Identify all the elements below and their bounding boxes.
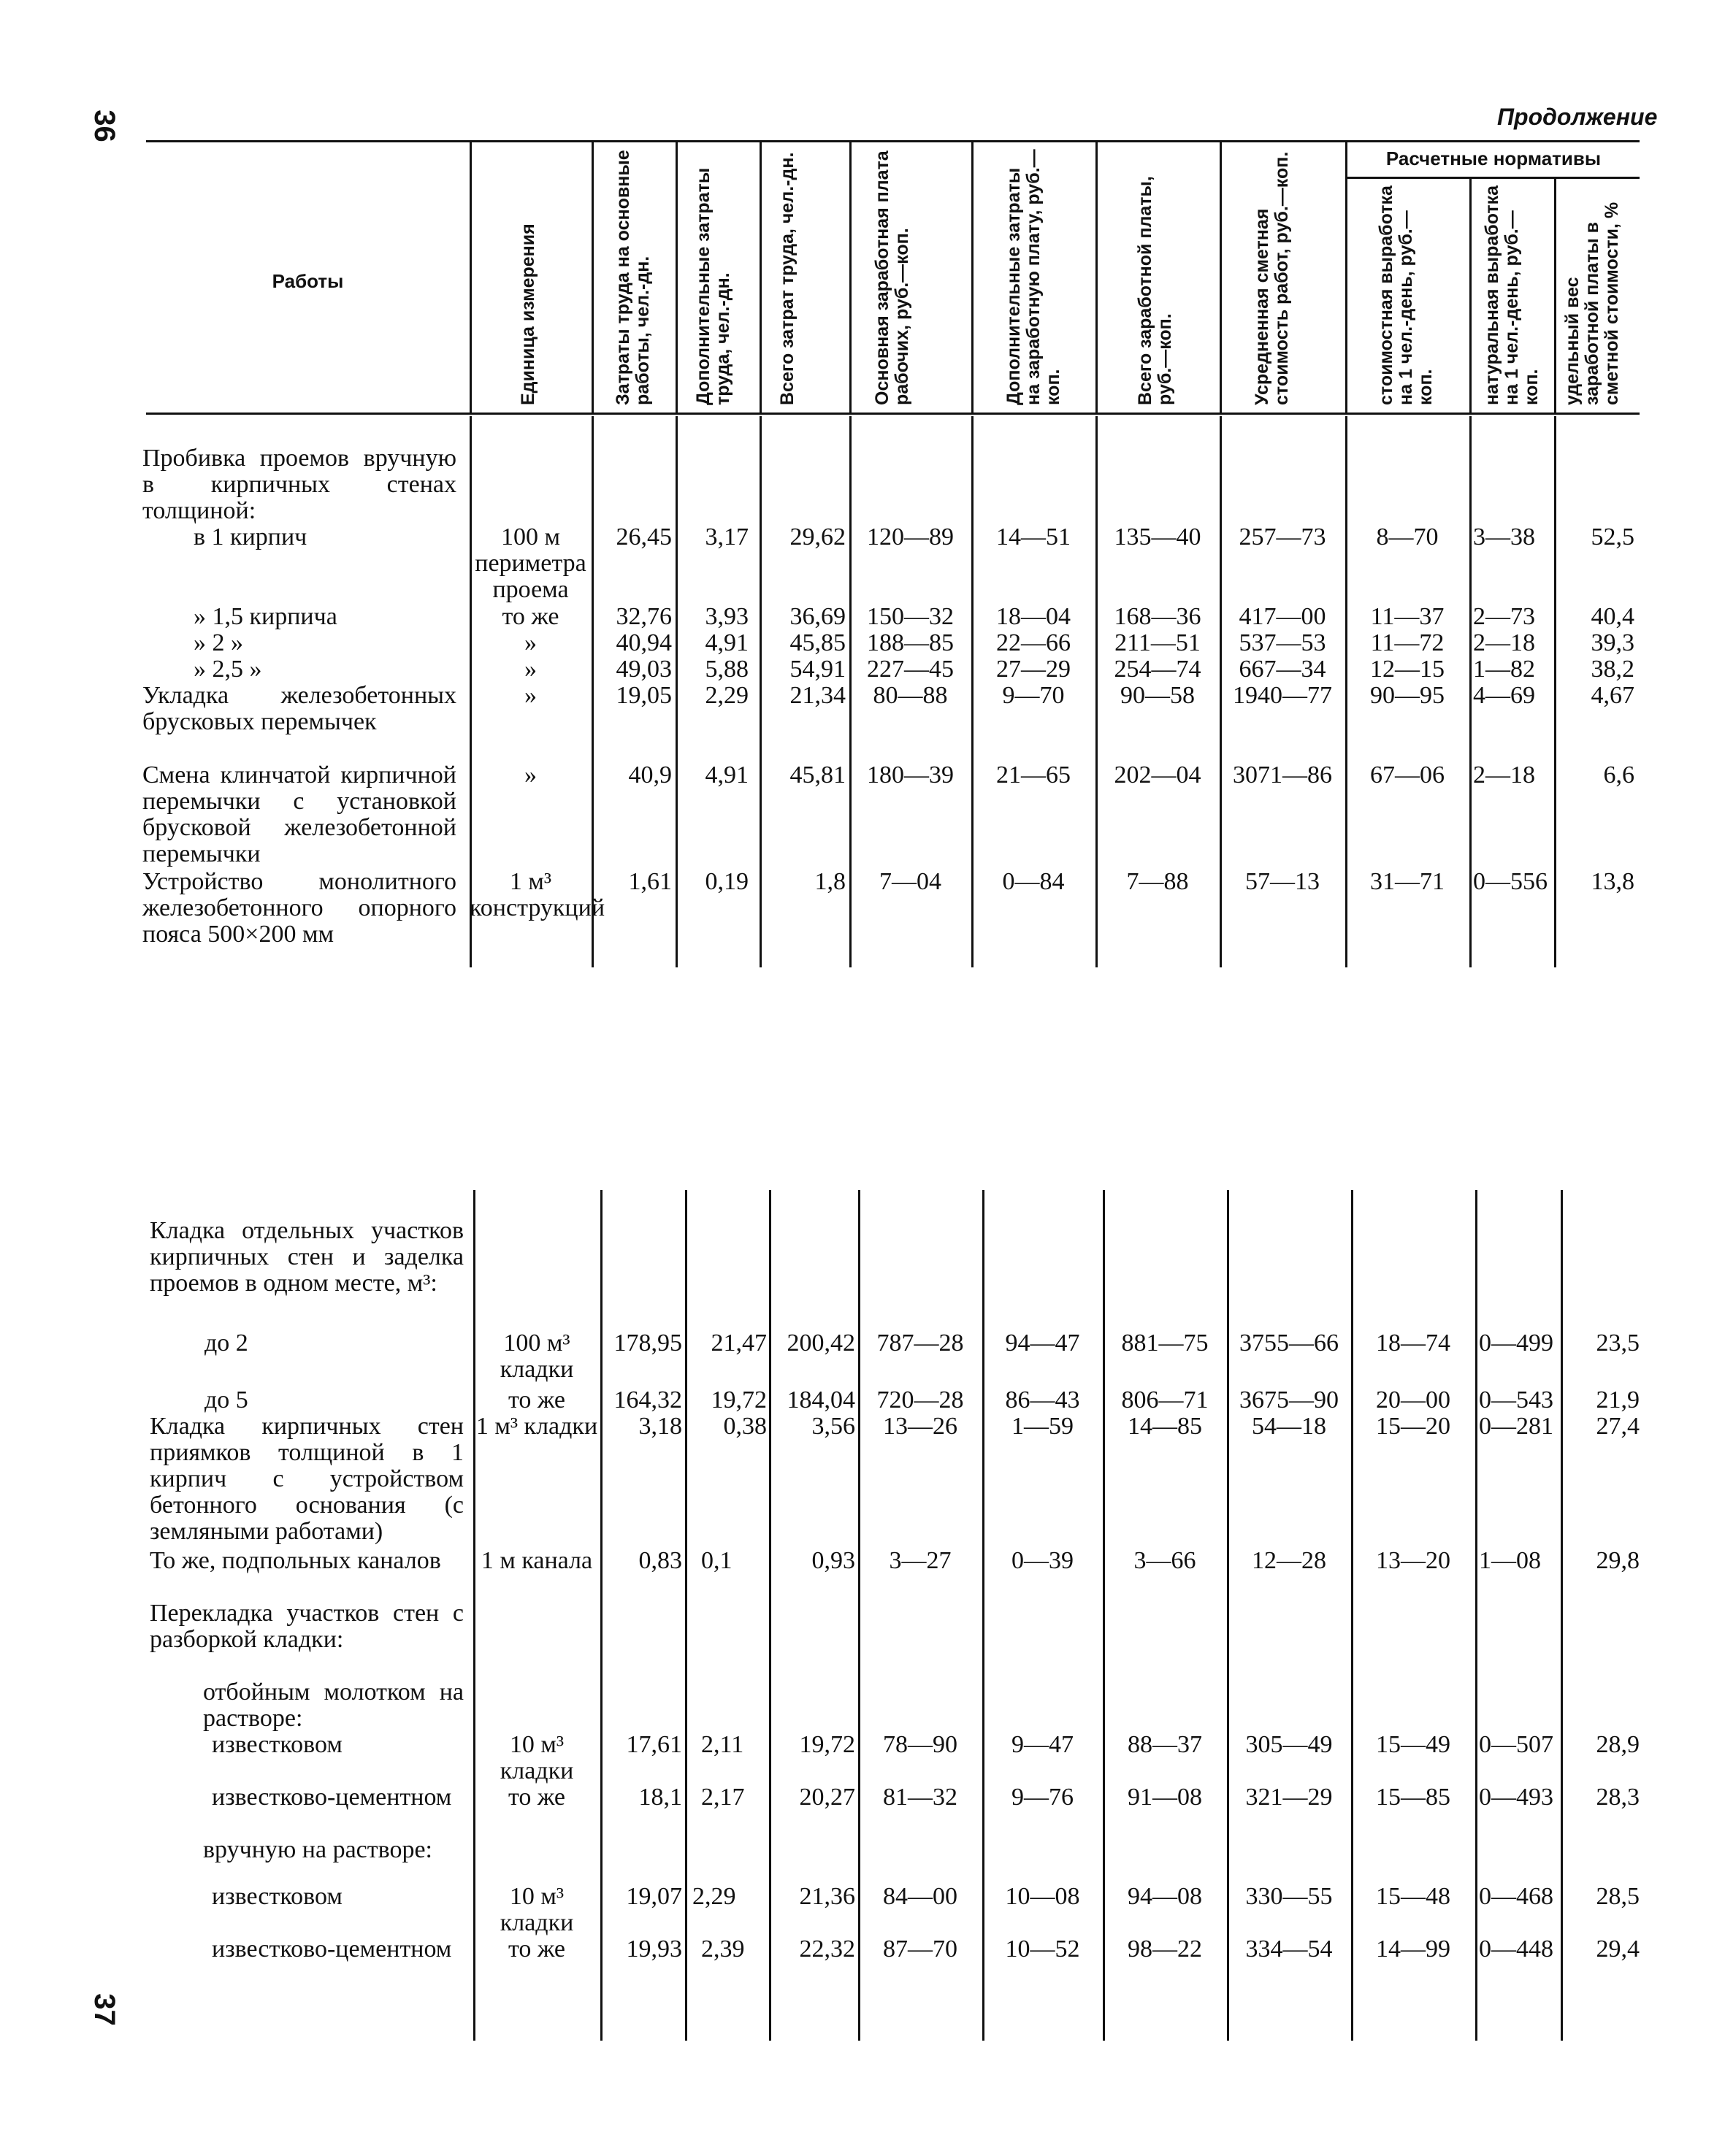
s2-row3-work: Кладка кирпичных стен приямков толщиной в 1 кирпич с устройством бетонного основания (с земляными работами) [150,1413,464,1545]
page-number-top: 36 [88,110,121,142]
s2-row2-v9: 21,9 [1596,1386,1640,1413]
s2-row6-work: отбойным молотком на растворе: [203,1679,464,1732]
s2-row7-v7: 15—49 [1376,1731,1450,1758]
s2-row11-v2: 22,32 [799,1936,855,1963]
s2-row11-v1: 2,39 [701,1936,745,1963]
s2-row11-v4: 10—52 [1005,1936,1080,1963]
header-top-rule [146,140,1640,142]
s1-row2-v3: 150—32 [867,603,954,630]
s1-row7-v4: 0—84 [1002,868,1065,895]
s1-row2-v6: 417—00 [1239,603,1326,630]
s1-row6-v6: 3071—86 [1233,761,1332,789]
s2-row4-v5: 3—66 [1133,1547,1196,1574]
s1-row1-v7: 8—70 [1376,523,1439,550]
s1-row3-v6: 537—53 [1239,629,1326,656]
s2-row10-v7: 15—48 [1376,1883,1450,1910]
s2-row8-v3: 81—32 [883,1784,957,1811]
s1-row1-v8: 3—38 [1473,523,1535,550]
s1-row4-v5: 254—74 [1114,656,1201,683]
s2-row7-unit: 10 м³ кладки [500,1731,574,1784]
header-norm-natural-output: натуральная выработка на 1 чел.-день, руб.—коп. [1482,185,1542,405]
s2-row2-unit: то же [508,1386,566,1413]
s1-row3-work: » 2 » [194,629,243,656]
s1-row7-v1: 0,19 [705,868,749,895]
s2-row10-v6: 330—55 [1245,1883,1333,1910]
header-unit: Единица измерения [518,223,538,405]
s1-row5-v9: 4,67 [1591,682,1634,709]
s2-row11-v0: 19,93 [626,1936,682,1963]
s2-row7-v2: 19,72 [799,1731,855,1758]
s1-row6-work: Смена клинчатой кирпичной перемычки с установкой брусковой железобетонной перемычки [142,761,456,867]
s2-row2-v6: 3675—90 [1239,1386,1339,1413]
s1-row1-work: в 1 кирпич [194,523,307,550]
s1-row1-v0: 26,45 [616,523,672,550]
s1-row7-v6: 57—13 [1245,868,1320,895]
s1-row2-v8: 2—73 [1473,603,1535,630]
s1-row2-v5: 168—36 [1114,603,1201,630]
s1-row1-v4: 14—51 [996,523,1071,550]
s2-row8-work: известково-цементном [212,1784,452,1811]
s2-row3-v9: 27,4 [1596,1413,1640,1440]
s1-row3-v2: 45,85 [789,629,846,656]
s2-row9-work: вручную на растворе: [203,1836,432,1863]
s2-row8-v4: 9—76 [1011,1784,1074,1811]
s2-row4-v9: 29,8 [1596,1547,1640,1574]
s1-row5-work: Укладка железобетонных брусковых перемычек [142,682,456,735]
s2-row3-v3: 13—26 [883,1413,957,1440]
s1-row4-v2: 54,91 [789,656,846,683]
s1-row3-v9: 39,3 [1591,629,1634,656]
s2-row5-work: Перекладка участков стен с разборкой кладки: [150,1600,464,1653]
s1-row7-v0: 1,61 [628,868,672,895]
s2-row2-v1: 19,72 [711,1386,767,1413]
s2-row10-unit: 10 м³ кладки [500,1883,574,1936]
s1-row2-v1: 3,93 [705,603,749,630]
s1-row5-v6: 1940—77 [1233,682,1332,709]
header-wage-extra: Дополнительные затраты на заработную плату, руб.—коп. [1003,149,1063,405]
s1-row6-v1: 4,91 [705,761,749,789]
s1-row5-v3: 80—88 [873,682,948,709]
s2-row1-v3: 787—28 [876,1330,964,1357]
s2-row4-v6: 12—28 [1252,1547,1326,1574]
s2-row7-v6: 305—49 [1245,1731,1333,1758]
s2-row11-v3: 87—70 [883,1936,957,1963]
s1-row4-v7: 12—15 [1370,656,1445,683]
s2-row3-v5: 14—85 [1128,1413,1202,1440]
s2-row8-v6: 321—29 [1245,1784,1333,1811]
s1-row4-v4: 27—29 [996,656,1071,683]
s1-row5-v1: 2,29 [705,682,749,709]
s2-row4-v1: 0,1 [701,1547,733,1574]
s1-row1-v1: 3,17 [705,523,749,550]
s2-row1-v7: 18—74 [1376,1330,1450,1357]
s1-row1-unit: 100 м периметра проема [475,523,586,603]
s1-row5-v0: 19,05 [616,682,672,709]
s2-row8-v1: 2,17 [701,1784,745,1811]
s1-row4-v0: 49,03 [616,656,672,683]
s2-row7-v8: 0—507 [1479,1731,1553,1758]
s2-row7-work: известковом [212,1731,343,1758]
s2-row2-v0: 164,32 [613,1386,682,1413]
s2-row2-v2: 184,04 [787,1386,855,1413]
continuation-label: Продолжение [1497,104,1658,130]
s1-row2-unit: то же [502,603,559,630]
s2-row2-v7: 20—00 [1376,1386,1450,1413]
s1-row3-v5: 211—51 [1114,629,1201,656]
s2-row0-work: Кладка отдельных участков кирпичных стен и заделка проемов в одном месте, м³: [150,1217,464,1297]
s1-row7-work: Устройство монолитного железобетонного опорного пояса 500×200 мм [142,868,456,948]
s1-row4-v6: 667—34 [1239,656,1326,683]
s2-row1-v9: 23,5 [1596,1330,1640,1357]
s2-row3-v2: 3,56 [811,1413,855,1440]
s2-row11-v5: 98—22 [1128,1936,1202,1963]
s2-row3-v1: 0,38 [723,1413,767,1440]
s1-row6-v5: 202—04 [1114,761,1201,789]
s1-row4-v1: 5,88 [705,656,749,683]
s2-row10-work: известковом [212,1883,343,1910]
s1-row6-v3: 180—39 [867,761,954,789]
s2-row4-v7: 13—20 [1376,1547,1450,1574]
s2-row4-v0: 0,83 [638,1547,682,1574]
s1-row6-v0: 40,9 [628,761,672,789]
s2-row8-v5: 91—08 [1128,1784,1202,1811]
s1-row4-work: » 2,5 » [194,656,262,683]
s2-row10-v5: 94—08 [1128,1883,1202,1910]
s1-row3-v0: 40,94 [616,629,672,656]
s2-row1-v2: 200,42 [787,1330,855,1357]
s2-row1-unit: 100 м³ кладки [500,1330,574,1383]
s2-row7-v1: 2,11 [701,1731,744,1758]
s1-row6-v4: 21—65 [996,761,1071,789]
header-norms-group: Расчетные нормативы [1385,147,1602,169]
s1-row5-v8: 4—69 [1473,682,1535,709]
s1-row1-v5: 135—40 [1114,523,1201,550]
s2-row1-v8: 0—499 [1479,1330,1553,1357]
norms-group-rule [1345,177,1640,179]
s2-row7-v5: 88—37 [1128,1731,1202,1758]
s1-row2-v9: 40,4 [1591,603,1634,630]
s1-row3-v3: 188—85 [867,629,954,656]
s1-row3-v8: 2—18 [1473,629,1535,656]
s1-row6-unit: » [524,761,537,789]
s2-row8-v2: 20,27 [799,1784,855,1811]
s1-row1-v6: 257—73 [1239,523,1326,550]
s1-row6-v8: 2—18 [1473,761,1535,789]
s1-row1-v3: 120—89 [867,523,954,550]
s1-row3-v7: 11—72 [1370,629,1445,656]
s2-row10-v1: 2,29 [692,1883,736,1910]
s2-row2-work: до 5 [204,1386,248,1413]
s2-row1-v6: 3755—66 [1239,1330,1339,1357]
s1-row1-v9: 52,5 [1591,523,1634,550]
s2-row3-v7: 15—20 [1376,1413,1450,1440]
header-labor-main: Затраты труда на основные работы, чел.-дн. [613,150,653,405]
s1-row6-v2: 45,81 [789,761,846,789]
s1-row1-v2: 29,62 [789,523,846,550]
s2-row4-work: То же, подпольных каналов [150,1547,441,1574]
s1-row7-v3: 7—04 [879,868,941,895]
header-labor-extra: Дополнительные затраты труда, чел.-дн. [693,167,733,405]
s2-row2-v3: 720—28 [876,1386,964,1413]
s1-row4-v3: 227—45 [867,656,954,683]
s1-row4-unit: » [524,656,537,683]
s1-row5-unit: » [524,682,537,709]
s1-row5-v4: 9—70 [1002,682,1065,709]
s2-row4-v4: 0—39 [1011,1547,1074,1574]
s2-row3-v8: 0—281 [1479,1413,1553,1440]
s2-row7-v0: 17,61 [626,1731,682,1758]
s2-row2-v5: 806—71 [1121,1386,1209,1413]
s2-row11-work: известково-цементном [212,1936,452,1963]
s1-row2-v2: 36,69 [789,603,846,630]
s2-row10-v0: 19,07 [626,1883,682,1910]
s2-row8-v7: 15—85 [1376,1784,1450,1811]
s2-row10-v8: 0—468 [1479,1883,1553,1910]
s1-row5-v5: 90—58 [1120,682,1195,709]
s1-row7-v7: 31—71 [1370,868,1445,895]
s2-row1-v0: 178,95 [613,1330,682,1357]
page-number-bottom: 37 [88,1993,121,2026]
s1-row5-v2: 21,34 [789,682,846,709]
s1-row6-v9: 6,6 [1603,761,1634,789]
s2-row10-v3: 84—00 [883,1883,957,1910]
s2-row8-unit: то же [508,1784,566,1811]
s1-row7-v2: 1,8 [814,868,846,895]
s2-row2-v8: 0—543 [1479,1386,1553,1413]
s1-row3-v1: 4,91 [705,629,749,656]
header-norm-cost-output: стоимостная выработка на 1 чел.-день, руб.—коп. [1376,185,1436,405]
s2-row3-v0: 3,18 [638,1413,682,1440]
s1-row3-unit: » [524,629,537,656]
header-avg-cost: Усредненная сметная стоимость работ, руб.—коп. [1252,151,1292,405]
s1-row2-v0: 32,76 [616,603,672,630]
s1-row6-v7: 67—06 [1370,761,1445,789]
s2-row11-v7: 14—99 [1376,1936,1450,1963]
s2-row1-v4: 94—47 [1005,1330,1080,1357]
s1-row0-work: Пробивка проемов вручную в кирпичных стенах толщиной: [142,445,456,524]
s2-row8-v8: 0—493 [1479,1784,1553,1811]
s1-row4-v9: 38,2 [1591,656,1634,683]
s2-row10-v9: 28,5 [1596,1883,1640,1910]
header-labor-total: Всего затрат труда, чел.-дн. [777,152,798,405]
s2-row10-v4: 10—08 [1005,1883,1080,1910]
s1-row7-v8: 0—556 [1473,868,1548,895]
s1-row3-v4: 22—66 [996,629,1071,656]
s2-row4-v3: 3—27 [889,1547,952,1574]
s2-row3-v4: 1—59 [1011,1413,1074,1440]
s2-row8-v0: 18,1 [638,1784,682,1811]
s2-row11-v8: 0—448 [1479,1936,1553,1963]
s1-row7-v9: 13,8 [1591,868,1634,895]
s2-row11-v6: 334—54 [1245,1936,1333,1963]
s2-row7-v3: 78—90 [883,1731,957,1758]
s2-row1-work: до 2 [204,1330,248,1357]
s2-row4-unit: 1 м канала [481,1547,593,1574]
s1-row7-v5: 7—88 [1126,868,1189,895]
s2-row7-v4: 9—47 [1011,1731,1074,1758]
s2-row10-v2: 21,36 [799,1883,855,1910]
s1-row2-v7: 11—37 [1370,603,1445,630]
header-wage-main: Основная заработная плата рабочих, руб.—коп. [872,150,912,405]
header-bottom-rule [146,413,1640,415]
s1-row2-work: » 1,5 кирпича [194,603,337,630]
s2-row11-v9: 29,4 [1596,1936,1640,1963]
header-wage-total: Всего заработной платы, руб.—коп. [1135,176,1175,405]
s2-row3-v6: 54—18 [1252,1413,1326,1440]
s2-row3-unit: 1 м³ кладки [475,1413,598,1440]
s1-row4-v8: 1—82 [1473,656,1535,683]
s2-row11-unit: то же [508,1936,566,1963]
s2-row4-v8: 1—08 [1479,1547,1541,1574]
s2-row2-v4: 86—43 [1005,1386,1080,1413]
s1-row5-v7: 90—95 [1370,682,1445,709]
s2-row1-v1: 21,47 [711,1330,767,1357]
s2-row4-v2: 0,93 [811,1547,855,1574]
header-norm-wage-share: удельный вес заработной платы в сметной стоимости, % [1562,202,1622,405]
s2-row7-v9: 28,9 [1596,1731,1640,1758]
s1-row7-unit: 1 м³ конструкций [470,868,605,921]
s2-row8-v9: 28,3 [1596,1784,1640,1811]
s1-row2-v4: 18—04 [996,603,1071,630]
header-works: Работы [272,270,344,292]
s2-row1-v5: 881—75 [1121,1330,1209,1357]
